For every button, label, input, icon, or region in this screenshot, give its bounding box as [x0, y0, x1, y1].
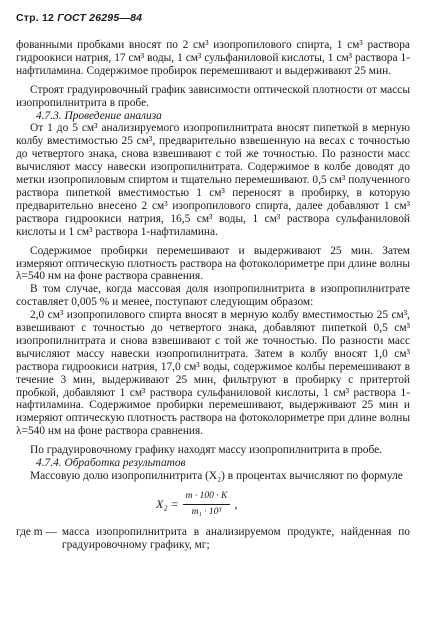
section-heading-results: 4.7.4. Обработка результатов [36, 457, 186, 470]
section-heading-analysis: 4.7.3. Проведение анализа [36, 109, 162, 122]
body-text [16, 39, 410, 552]
standard-number: ГОСТ 26295—84 [57, 12, 143, 24]
paragraph-calibration: Строят градуировочный график зависимости оптической плотности от массы изопропилнитрита в пробе. [16, 83, 410, 109]
legend-symbol: где m — [16, 525, 57, 538]
paragraph-measurement: Содержимое пробирки перемешивают и выдерживают 25 мин. Затем измеряют оптическую плотность раствора на фотоколориметре при длине волны λ=540 нм на фоне раствора сравнения. [16, 244, 410, 283]
formula-tail: , [234, 496, 238, 511]
legend-text: масса изопропилнитрита в анализируемом продукте, найденная по градуировочному графику, мг; [61, 525, 410, 551]
paragraph-alt-procedure: 2,0 см³ изопропилового спирта вносят в мерную колбу вместимостью 25 см³, взвешивают с точностью до четвертого знака, добавляют пипеткой 0,5 см³ изопропилнитрата и снова взвешивают с той же точностью. По разности масс вычисляют массу навески изопропилнитрата. Затем в колбу вносят 1,0 см³ раствора гидроокиси натрия, 17,0 см³ воды, содержимое колбы перемешивают в течение 3 мин, выдерживают 25 мин, фильтруют в пробирку с притертой пробкой, добавляют 1 см³ раствора сульфаниловой кислоты, 1 см³ раствора 1-нафтиламина. Содержимое пробирки перемешивают, выдерживают 25 мин и измеряют оптическую плотность раствора на фотоколориметре при длине волны λ=540 нм на фоне раствора сравнения. [16, 309, 410, 438]
paragraph-continuation: фованными пробками вносят по 2 см³ изопропилового спирта, 1 см³ раствора гидроокиси натрия, 17 см³ воды, 1 см³ сульфаниловой кислоты, 1 см³ раствора 1-нафтиламина. Содержимое пробирок перемешивают и выдерживают 25 мин. [16, 39, 410, 77]
formula-legend [16, 526, 410, 552]
page-header [16, 12, 142, 24]
formula [16, 490, 410, 519]
paragraph-low-content-case: В том случае, когда массовая доля изопропилнитрита в изопропилнитрате составляет 0,005 % и менее, поступают следующим образом: [16, 283, 410, 309]
paragraph-graph: По градуировочному графику находят массу изопропилнитрита в пробе. [30, 444, 383, 457]
formula-denominator: m₁ · 10³ [191, 506, 222, 517]
formula-lhs: X₂ = [156, 496, 179, 511]
formula-numerator: m · 100 · K [183, 490, 231, 505]
page-number: Стр. 12 [16, 12, 55, 24]
paragraph-procedure: От 1 до 5 см³ анализируемого изопропилнитрата вносят пипеткой в мерную колбу вместимостью 25 см³, предварительно взвешенную на весах с точностью до четвертого знака, снова взвешивают с той же точностью. По разности масс вычисляют массу навески изопропилнитрата. Содержимое в колбе доводят до метки изопропиловым спиртом и тщательно перемешивают. 0,5 см³ полученного раствора пипеткой вместимостью 1 см³ переносят в пробирку, в которую предварительно внесено 2 см³ изопропилового спирта, далее добавляют 1 см³ раствора гидроокиси натрия, 16,5 см³ воды, 1 см³ раствора сульфаниловой кислоты и 1 см³ раствора 1-нафтиламина. [16, 122, 410, 238]
formula-fraction [183, 490, 231, 519]
paragraph-formula-intro: Массовую долю изопропилнитрита (X₂) в процентах вычисляют по формуле [30, 470, 403, 482]
